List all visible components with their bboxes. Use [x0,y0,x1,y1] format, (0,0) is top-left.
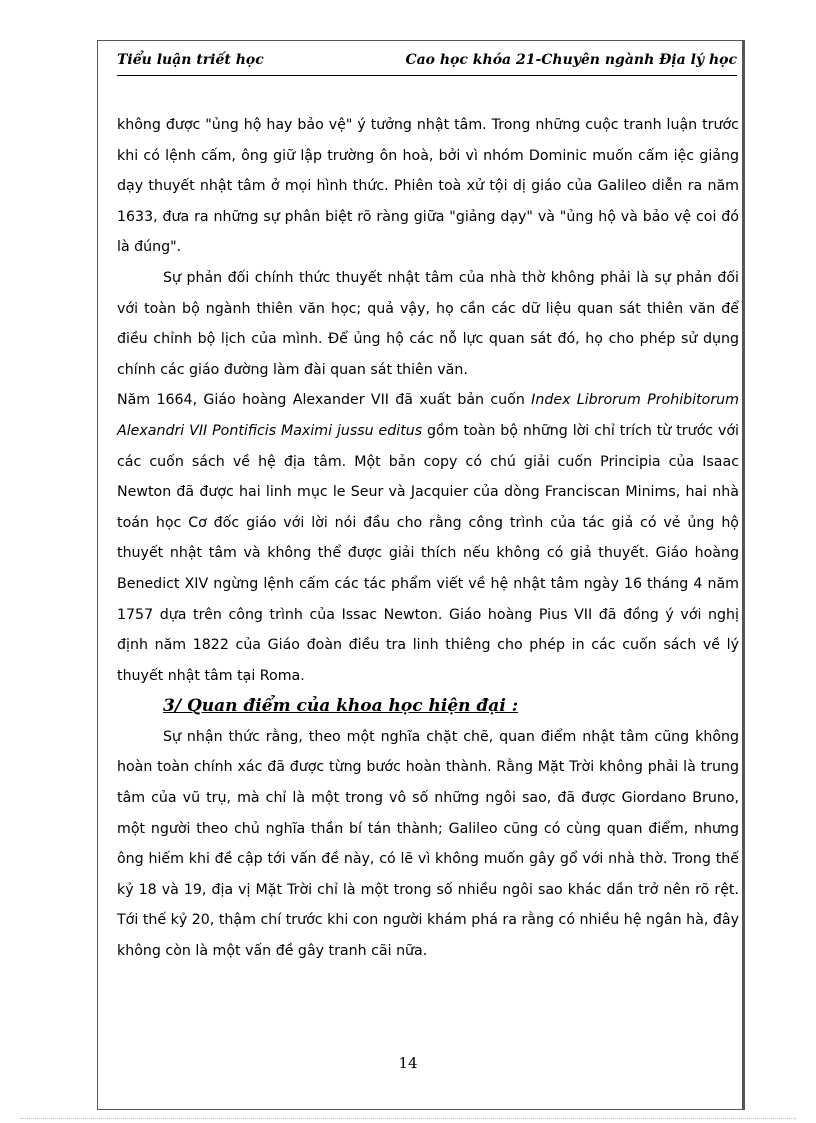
paragraph-text-end: gồm toàn bộ những lời chỉ trích từ trước với các cuốn sách về hệ địa tâm. Một bản copy có chú giải cuốn Principia của Isaac Newton đã được hai linh mục le Seur và Jacquier của dòng Franciscan Minims, hai nhà toán học Cơ đốc giáo với lời nói đầu cho rằng công trình của tác giả có vẻ ủng hộ thuyết nhật tâm và không thể được giải thích nếu không có giả thuyết. Giáo hoàng Benedict XIV ngừng lệnh cấm các tác phẩm viết về hệ nhật tâm ngày 16 tháng 4 năm 1757 dựa trên công trình của Issac Newton. Giáo hoàng Pius VII đã đồng ý với nghị định năm 1822 của Giáo đoàn điều tra linh thiêng cho phép in các cuốn sách về lý thuyết nhật tâm tại Roma. [117,422,739,684]
paragraph-text-start: Năm 1664, Giáo hoàng Alexander VII đã xuất bản cuốn [117,392,532,409]
header-rule [117,75,737,76]
paragraph-church-opposition: Sự phản đối chính thức thuyết nhật tâm của nhà thờ không phải là sự phản đối với toàn bộ ngành thiên văn học; quả vậy, họ cần các dữ liệu quan sát thiên văn để điều chỉnh bộ lịch của mình. Để ủng hộ các nỗ lực quan sát đó, họ cho phép sử dụng chính các giáo đường làm đài quan sát thiên văn. [117,269,739,378]
header-left-title: Tiểu luận triết học [117,52,264,68]
page-number: 14 [398,1054,418,1072]
section-heading: 3/ Quan điểm của khoa học hiện đại : [163,696,518,717]
paragraph-continuation: không được "ủng hộ hay bảo vệ" ý tưởng nhật tâm. Trong những cuộc tranh luận trước khi có lệnh cấm, ông giữ lập trường ôn hoà, bởi vì nhóm Dominic muốn cấm iệc giảng dạy thuyết nhật tâm ở mọi hình thức. Phiên toà xử tội dị giáo của Galileo diễn ra năm 1633, đưa ra những sự phân biệt rõ ràng giữa "giảng dạy" và "ủng hộ và bảo vệ coi đó là đúng". [117,117,739,256]
paragraph-modern-view: Sự nhận thức rằng, theo một nghĩa chặt chẽ, quan điểm nhật tâm cũng không hoàn toàn chính xác đã được từng bước hoàn thành. Rằng Mặt Trời không phải là trung tâm của vũ trụ, mà chỉ là một trong vô số những ngôi sao, đã được Giordano Bruno, một người theo chủ nghĩa thần bí tán thành; Galileo cũng có cùng quan điểm, nhưng ông hiếm khi đề cập tới vấn đề này, có lẽ vì không muốn gây gổ với nhà thờ. Trong thế kỷ 18 và 19, địa vị Mặt Trời chỉ là một trong số nhiều ngôi sao khác dần trở nên rõ rệt. Tới thế kỷ 20, thậm chí trước khi con người khám phá ra rằng có nhiều hệ ngân hà, đây không còn là một vấn đề gây tranh cãi nữa. [117,728,739,960]
paragraph-index-librorum [117,385,739,691]
header-right-title: Cao học khóa 21-Chuyên ngành Địa lý học [405,52,737,68]
book-title: Index Librorum Prohibitorum Alexandri VII Pontificis Maximi jussu editus [117,392,739,439]
bottom-divider [20,1118,796,1119]
document-body [117,110,739,967]
page-header [117,50,737,72]
